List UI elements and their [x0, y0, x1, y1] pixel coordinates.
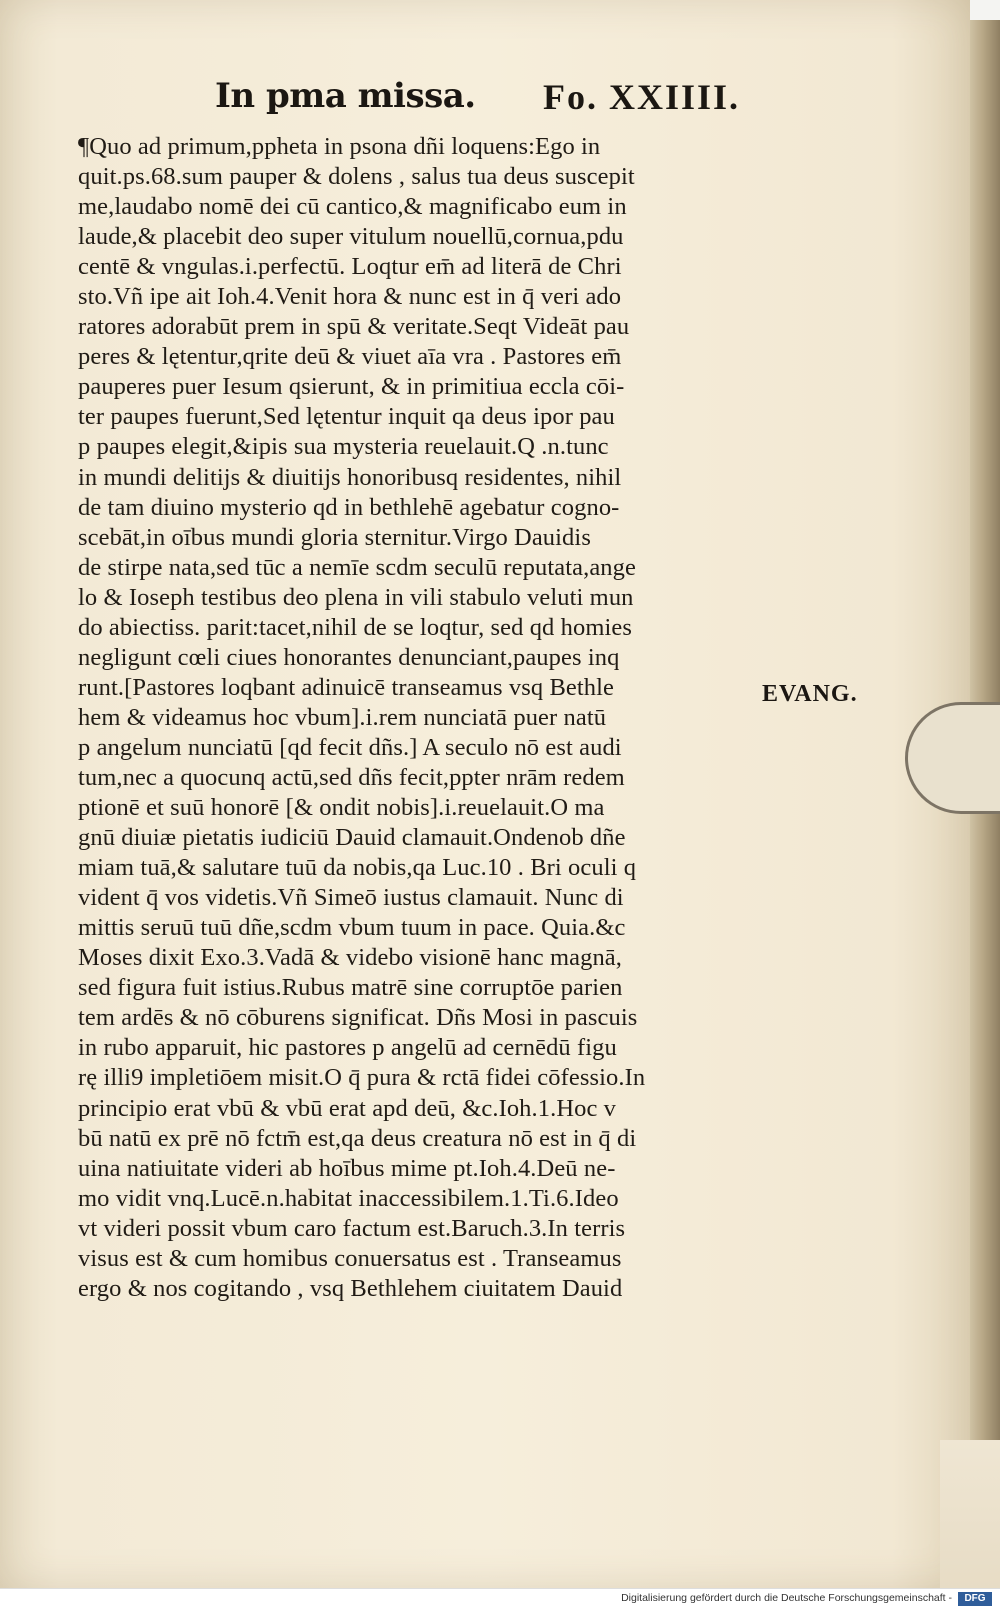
text-line: p paupes elegit,&ipis sua mysteria reuelauit.Q .n.tunc	[78, 433, 609, 461]
text-line: lo & Ioseph testibus deo plena in vili stabulo veluti mun	[78, 583, 634, 611]
running-head-title: In pma missa.	[215, 76, 476, 116]
running-head	[215, 76, 740, 128]
text-line: ratores adorabūt prem in spū & veritate.Seqt Videāt pau	[78, 313, 630, 341]
text-line: ergo & nos cogitando , vsq Bethlehem ciuitatem Dauid	[78, 1274, 623, 1302]
text-line: vident q̄ vos videtis.Vñ Simeō iustus clamauit. Nunc di	[78, 884, 624, 912]
footer-bar	[0, 1588, 1000, 1609]
text-line: visus est & cum homibus conuersatus est . Transeamus	[78, 1244, 622, 1272]
text-line: uina natiuitate videri ab hoībus mime pt.Ioh.4.Deū ne-	[78, 1154, 616, 1182]
text-line: gnū diuiæ pietatis iudiciū Dauid clamauit.Ondenob dñe	[78, 824, 626, 852]
text-line: principio erat vbū & vbū erat apd deū, &c.Ioh.1.Hoc v	[78, 1094, 617, 1122]
text-line: sto.Vñ ipe ait Ioh.4.Venit hora & nunc est in q̄ veri ado	[78, 283, 622, 311]
text-line: tem ardēs & nō cōburens significat. Dñs Mosi in pascuis	[78, 1004, 638, 1032]
text-line: quit.ps.68.sum pauper & dolens , salus tua deus suscepit	[78, 163, 635, 191]
text-line: tum,nec a quocunq actū,sed dñs fecit,ppter nrām redem	[78, 763, 625, 791]
text-line: laude,& placebit deo super vitulum nouellū,cornua,pdu	[78, 223, 624, 251]
funding-credit: Digitalisierung gefördert durch die Deutsche Forschungsgemeinschaft -	[621, 1592, 952, 1604]
text-line: runt.[Pastores loqbant adinuicē transeamus vsq Bethle	[78, 673, 615, 701]
text-line: in rubo apparuit, hic pastores p angelū ad cernēdū figu	[78, 1034, 617, 1062]
text-line: miam tuā,& salutare tuū da nobis,qa Luc.10 . Bri oculi q	[78, 854, 637, 882]
text-line: me,laudabo nomē dei cū cantico,& magnificabo eum in	[78, 193, 627, 221]
text-line: bū natū ex prē nō fctm̄ est,qa deus creatura nō est in q̄ di	[78, 1124, 637, 1152]
text-line: mo vidit vnq.Lucē.n.habitat inaccessibilem.1.Ti.6.Ideo	[78, 1184, 619, 1212]
text-line: de stirpe nata,sed tūc a nemīe scdm seculū reputata,ange	[78, 553, 636, 581]
margin-note: EVANG.	[762, 681, 858, 707]
folio-number: Fo. XXIIII.	[542, 77, 740, 117]
text-line: rę illi9 impletiōem misit.O q̄ pura & rctā fidei cōfessio.In	[78, 1064, 646, 1092]
text-line: peres & lętentur,qrite deū & viuet aīa vra . Pastores em̄	[78, 343, 622, 371]
dfg-logo: DFG	[958, 1592, 992, 1606]
text-line: negligunt cœli ciues honorantes denunciant,paupes inq	[78, 643, 620, 671]
text-line: vt videri possit vbum caro factum est.Baruch.3.In terris	[78, 1214, 626, 1242]
text-line: in mundi delitijs & diuitijs honoribusq residentes, nihil	[78, 463, 622, 491]
body-text	[78, 132, 768, 1304]
text-line: scebāt,in oībus mundi gloria sternitur.Virgo Dauidis	[78, 523, 591, 551]
text-line: ¶Quo ad primum,ppheta in psona dñi loquens:Ego in	[78, 133, 601, 160]
text-line: do abiectiss. parit:tacet,nihil de se loqtur, sed qd homies	[78, 613, 633, 641]
text-line: pauperes puer Iesum qsierunt, & in primitiua eccla cōi-	[78, 373, 625, 401]
text-line: Moses dixit Exo.3.Vadā & videbo visionē hanc magnā,	[78, 944, 623, 972]
text-line: ptionē et suū honorē [& ondit nobis].i.reuelauit.O ma	[78, 794, 605, 822]
book-lower-edge	[940, 1440, 1000, 1590]
text-line: de tam diuino mysterio qd in bethlehē agebatur cogno-	[78, 493, 620, 521]
text-line: hem & videamus hoc vbum].i.rem nunciatā puer natū	[78, 703, 607, 731]
text-line: sed figura fuit istius.Rubus matrē sine corruptōe parien	[78, 974, 623, 1002]
text-line: ter paupes fuerunt,Sed lętentur inquit qa deus ipor pau	[78, 403, 615, 431]
text-line: centē & vngulas.i.perfectū. Loqtur em̄ ad literā de Chri	[78, 253, 622, 281]
text-line: p angelum nunciatū [qd fecit dñs.] A seculo nō est audi	[78, 733, 622, 761]
text-line: mittis seruū tuū dñe,scdm vbum tuum in pace. Quia.&c	[78, 914, 626, 942]
